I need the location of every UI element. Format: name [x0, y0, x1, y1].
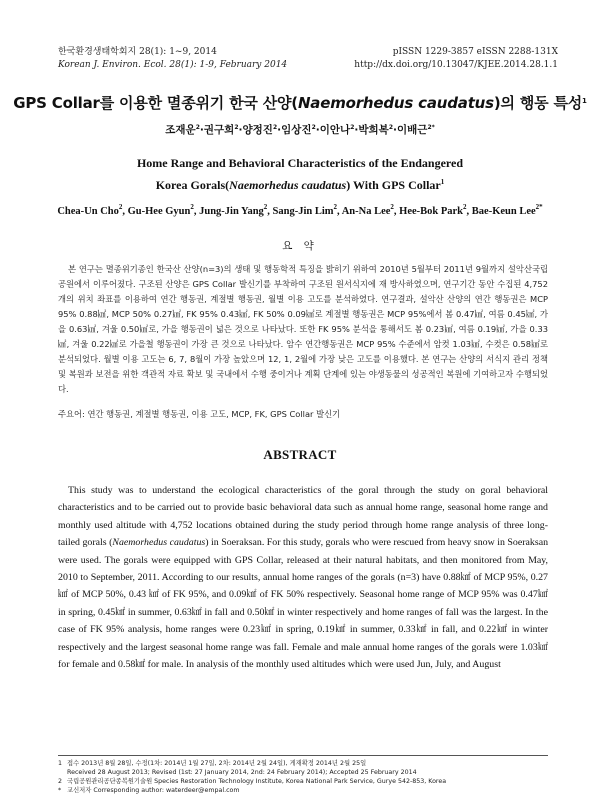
footnote-2-mark: 2	[58, 778, 63, 785]
footnote-1	[58, 759, 553, 768]
summary-heading: 요 약	[282, 240, 318, 252]
title-english-line-1: Home Range and Behavioral Characteristics of the Endangered	[136, 156, 464, 170]
author-name: 임상진	[281, 124, 312, 136]
author-affiliation-mark: 2	[195, 124, 200, 131]
title-korean	[0, 92, 600, 113]
authors-korean: 조재운$^2$·권구희$^2$·양정진$^2$·임상진$^2$·이안나$^2$·박희복$^2$·이배근$^{2*}$	[165, 124, 435, 136]
author-name: 권구희	[203, 124, 235, 136]
author-affiliation-mark: 2	[311, 124, 316, 131]
journal-header-right	[354, 46, 558, 72]
korean-summary: 본 연구는 멸종위기종인 한국산 산양(n=3)의 생태 및 행동학적 특징을 밝히기 위하여 2010년 5월부터 2011년 9월까지 설악산국립공원에서 이루어졌다. 구조된 산양은 GPS Collar 발신기를 부착하여 구조된 원서식지에 재 방사하였으며, 연구기간 동안 수집된 4,752개의 위치 좌표를 이용하여 연간 행동권, 계절별 행동권, 월별 이용 고도를 분석하였다. 연구결과, 설악산 산양의 연간 행동권은 MCP 95% 0.88㎢, MCP 50% 0.27㎢, FK 95% 0.43㎢, FK 50% 0.09㎢로 계절별 행동권은 MCP 95%에서 봄 0.47㎢, 여름 0.45㎢, 가을 0.63㎢, 겨울 0.50㎢로, 가을 행동권이 넓은 것으로 나타났다. 또한 FK 95% 분석을 통해서도 봄 0.23㎢, 여름 0.19㎢, 가을 0.33㎢, 겨울 0.22㎢로 가을철 행동권이 가장 큰 것으로 나타났다. 암수 연간행동권은 MCP 95% 수준에서 암컷 1.03㎢, 수컷은 0.58㎢로 분석되었다. 월별 이용 고도는 6, 7, 8월이 가장 높았으며 12, 1, 2월에 가장 낮은 고도를 이용했다. 본 연구는 산양의 서식지 관리 정책 및 복원과 보전을 위한 객관적 자료 확보 및 국내에서 수행 중이거나 계획 단계에 있는 야생동물의 성공적인 복원에 기여하고자 수행되었다.	[58, 264, 548, 394]
author-name: 이배근	[397, 124, 428, 136]
abstract-heading: ABSTRACT	[263, 447, 337, 462]
english-abstract	[58, 482, 548, 673]
authors-english: Chea-Un Cho$^2$, Gu-Hee Gyun$^2$, Jung-Jin Yang$^2$, Sang-Jin Lim$^2$, An-Na Lee$^2$, Hee-Bok Park$^2$, Bae-Keun Lee$^{2*}$	[57, 203, 543, 217]
author-affiliation-mark: 2	[272, 124, 278, 131]
doi-link[interactable]: http://dx.doi.org/10.13047/KJEE.2014.28.1.1	[354, 60, 558, 70]
author-name: An-Na Lee	[341, 206, 391, 217]
author-affiliation-mark: 2	[463, 203, 467, 211]
author-name: 양정진	[242, 124, 273, 136]
author-name: Bae-Keun Lee	[471, 206, 536, 217]
journal-name-en: Korean J. Environ. Ecol. 28(1): 1-9, February 2014	[58, 60, 288, 70]
title-ko-species: Naemorhedus caudatus	[297, 94, 494, 112]
title-en-footnote-mark: 1	[440, 178, 445, 186]
abstract-species: Naemorhedus caudatus	[112, 537, 206, 549]
title-english-line-2	[0, 178, 600, 193]
title-en-species: Naemorhedus caudatus	[229, 178, 347, 192]
footnote-divider	[58, 755, 548, 756]
author-affiliation-mark: 2	[388, 124, 393, 131]
title-ko-pre: GPS Collar를 이용한 멸종위기 한국 산양(	[13, 94, 298, 112]
footnote-3-corresponding: 교신저자 Corresponding author: waterdeer@empal.com	[67, 787, 240, 794]
author-name: 이안나	[319, 124, 351, 136]
footnote-3	[58, 786, 553, 795]
journal-name-ko: 한국환경생태학회지 28(1): 1~9, 2014	[58, 47, 217, 57]
footnote-1-received: Received 28 August 2013; Revised (1st: 27 January 2014, 2nd: 24 February 2014); Accepted 25 February 2014	[67, 769, 417, 776]
footnotes	[58, 759, 553, 795]
footnote-1-line-1: 접수 2013년 8월 28일, 수정(1차: 2014년 1월 27일, 2차: 2014년 2월 24일), 게재확정 2014년 2월 25일	[67, 760, 367, 767]
title-en-post: ) With GPS Collar	[346, 178, 441, 192]
journal-header-left	[58, 46, 287, 72]
author-name: Jung-Jin Yang	[199, 206, 264, 217]
author-affiliation-mark: 2*	[427, 124, 435, 131]
author-affiliation-mark: 2	[190, 203, 194, 211]
author-name: Gu-Hee Gyun	[127, 206, 191, 217]
footnote-3-mark: *	[58, 787, 62, 794]
author-affiliation-mark: 2	[118, 203, 123, 211]
abstract-part-2: ) in Soeraksan. For this study, gorals who were rescued from heavy snow in Soeraksan were used. The gorals were equipped with GPS Collar, released at their natural habitats, and then monitored from May, 2010 to September, 2011. According to our results, annual home ranges of the gorals (n=3) have 0.88㎢ of MCP 95%, 0.27㎢ of MCP 50%, 0.43 ㎢ of FK 95%, and 0.09㎢ of FK 50% respectively. Seasonal home range of MCP 95% was 0.47㎢ in spring, 0.45㎢ in summer, 0.63㎢ in fall and 0.50㎢ in winter respectively and home ranges of fall was the largest. In the case of FK 95% analysis, home ranges were 0.23㎢ in spring, 0.19㎢ in summer, 0.33㎢ in fall, and 0.22㎢ in winter respectively and the largest seasonal home range was fall. Female and male annual home ranges of the gorals were 1.03㎢ for female and 0.58㎢ for male. In analysis of the monthly used altitudes which were used Jun, July, and August	[58, 537, 549, 671]
author-affiliation-mark: 2	[390, 203, 394, 211]
title-ko-footnote-mark: 1	[582, 97, 587, 105]
author-name: 박희복	[358, 124, 389, 136]
author-name: Chea-Un Cho	[57, 206, 119, 217]
author-affiliation-mark: 2*	[535, 203, 543, 211]
author-affiliation-mark: 2	[350, 124, 355, 131]
korean-keywords: 주요어: 연간 행동권, 계절별 행동권, 이용 고도, MCP, FK, GPS Collar 발신기	[58, 409, 341, 419]
abstract-part-1: This study was to understand the ecological characteristics of the goral through the study on goral behavioral characteristics and to be carried out to provide basic behavioral data such as annual home range, seasonal home range and monthly used altitude with 4,752 locations obtained during the study period through home range analysis of three long-tailed gorals (	[58, 485, 548, 549]
author-name: Sang-Jin Lim	[272, 206, 334, 217]
author-affiliation-mark: 2	[234, 124, 239, 131]
title-ko-post: )의 행동 특성	[493, 94, 583, 112]
author-affiliation-mark: 2	[263, 203, 268, 211]
footnote-2-affiliation: 국립공원관리공단종복원기술원 Species Restoration Technology Institute, Korea National Park Service, Gurye 542-853, Korea	[67, 778, 447, 785]
author-affiliation-mark: 2	[333, 203, 338, 211]
issn-line: pISSN 1229-3857 eISSN 2288-131X	[392, 47, 558, 57]
author-name: Hee-Bok Park	[399, 206, 464, 217]
author-name: 조재운	[165, 124, 196, 136]
title-en-pre: Korea Gorals(	[155, 178, 230, 192]
footnote-1-mark: 1	[58, 760, 63, 767]
